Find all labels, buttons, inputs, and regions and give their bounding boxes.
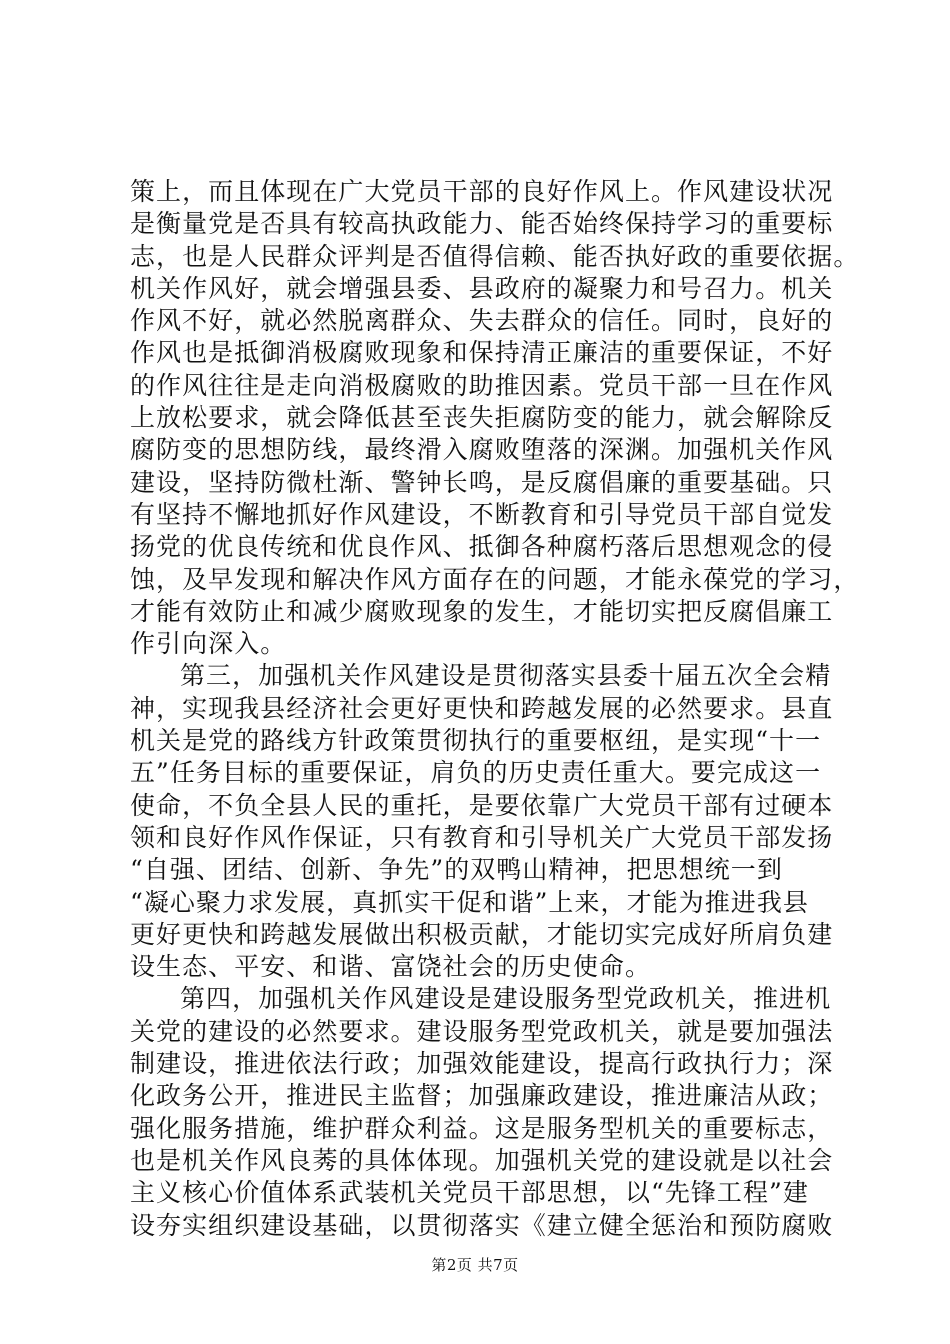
text-line: 的作风往往是走向消极腐败的助推因素。党员干部一旦在作风 [130,370,834,400]
text-line: 作风也是抵御消极腐败现象和保持清正廉洁的重要保证，不好 [130,338,834,368]
text-line: “自强、团结、创新、争先”的双鸭山精神，把思想统一到 [130,855,783,885]
text-line: 志，也是人民群众评判是否值得信赖、能否执好政的重要依据。 [130,241,860,271]
text-line: 腐防变的思想防线，最终滑入腐败堕落的深渊。加强机关作风 [130,435,834,465]
paragraph-start-line: 第四，加强机关作风建设是建设服务型党政机关，推进机 [180,984,832,1014]
text-line: 也是机关作风良莠的具体体现。加强机关党的建设就是以社会 [130,1145,834,1175]
text-line: 作风不好，就必然脱离群众、失去群众的信任。同时，良好的 [130,306,834,336]
text-line: 机关作风好，就会增强县委、县政府的凝聚力和号召力。机关 [130,273,834,303]
document-body [130,176,860,1242]
text-line: 是衡量党是否具有较高执政能力、能否始终保持学习的重要标 [130,209,834,239]
text-line: 神，实现我县经济社会更好更快和跨越发展的必然要求。县直 [130,693,834,723]
text-line: 设夯实组织建设基础，以贯彻落实《建立健全惩治和预防腐败 [130,1210,834,1240]
text-line: 作引向深入。 [130,629,287,659]
text-line: 五”任务目标的重要保证，肩负的历史责任重大。要完成这一 [130,758,822,788]
text-line: 上放松要求，就会降低甚至丧失拒腐防变的能力，就会解除反 [130,403,834,433]
text-line: 领和良好作风作保证，只有教育和引导机关广大党员干部发扬 [130,822,834,852]
text-line: 制建设，推进依法行政；加强效能建设，提高行政执行力；深 [130,1049,834,1079]
text-line: 化政务公开，推进民主监督；加强廉政建设，推进廉洁从政； [130,1081,834,1111]
text-line: 更好更快和跨越发展做出积极贡献，才能切实完成好所肩负建 [130,919,834,949]
text-line: 强化服务措施，维护群众利益。这是服务型机关的重要标志， [130,1113,834,1143]
text-line: 蚀，及早发现和解决作风方面存在的问题，才能永葆党的学习， [130,564,860,594]
text-line: 建设，坚持防微杜渐、警钟长鸣，是反腐倡廉的重要基础。只 [130,467,834,497]
text-line: 扬党的优良传统和优良作风、抵御各种腐朽落后思想观念的侵 [130,532,834,562]
text-line: 关党的建设的必然要求。建设服务型党政机关，就是要加强法 [130,1016,834,1046]
text-line: 设生态、平安、和谐、富饶社会的历史使命。 [130,952,652,982]
text-line: “凝心聚力求发展，真抓实干促和谐”上来，才能为推进我县 [130,887,809,917]
text-line: 策上，而且体现在广大党员干部的良好作风上。作风建设状况 [130,177,834,206]
text-line: 才能有效防止和减少腐败现象的发生，才能切实把反腐倡廉工 [130,596,834,626]
page-footer [0,1255,950,1275]
text-line: 使命，不负全县人民的重托，是要依靠广大党员干部有过硬本 [130,790,834,820]
paragraph-start-line: 第三，加强机关作风建设是贯彻落实县委十届五次全会精 [180,661,832,691]
text-line: 机关是党的路线方针政策贯彻执行的重要枢纽，是实现“十一 [130,726,822,756]
text-line: 有坚持不懈地抓好作风建设，不断教育和引导党员干部自觉发 [130,499,834,529]
text-line: 主义核心价值体系武装机关党员干部思想，以“先锋工程”建 [130,1178,809,1208]
page-number: 第2页 共7页 [431,1256,519,1274]
